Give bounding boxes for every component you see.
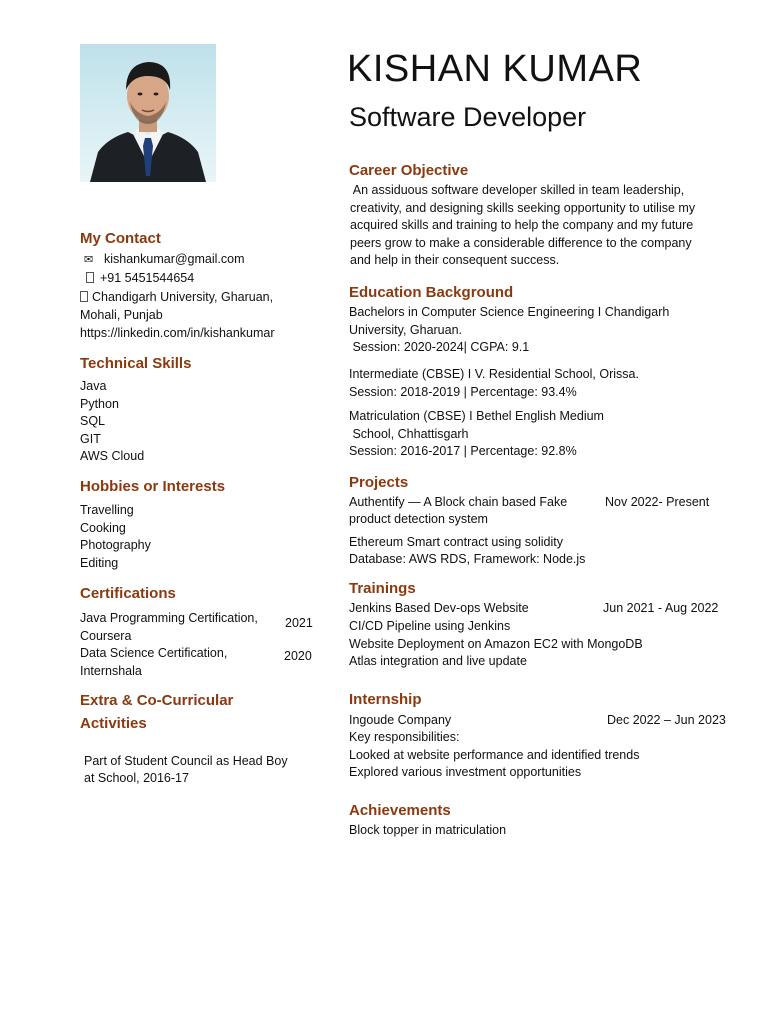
contact-heading: My Contact [80, 230, 161, 247]
list-item: GIT [80, 431, 101, 446]
education-line: Session: 2016-2017 | Percentage: 92.8% [349, 444, 577, 459]
education-line: Session: 2018-2019 | Percentage: 93.4% [349, 384, 577, 399]
training-line: CI/CD Pipeline using Jenkins [349, 619, 511, 633]
internship-date: Dec 2022 – Jun 2023 [607, 713, 726, 727]
internship-company: Ingoude Company [349, 713, 452, 727]
project-1-date: Nov 2022- Present [605, 495, 710, 509]
education-line: School, Chhattisgarh [349, 426, 469, 441]
project-2-line1: Ethereum Smart contract using solidity [349, 535, 563, 549]
achievements-heading: Achievements [349, 802, 451, 819]
contact-phone-text: +91 5451544654 [100, 271, 195, 285]
extra-line2: at School, 2016-17 [84, 771, 189, 785]
education-heading: Education Background [349, 284, 514, 301]
cert-1-year: 2021 [285, 616, 313, 630]
internship-line: Key responsibilities: [349, 730, 460, 744]
contact-address-line2: Mohali, Punjab [80, 308, 163, 322]
education-line: Matriculation (CBSE) I Bethel English Medium [349, 409, 604, 423]
list-item: Editing [80, 555, 119, 570]
candidate-name: KISHAN KUMAR [347, 48, 643, 90]
list-item: Cooking [80, 520, 126, 535]
envelope-icon: ✉ [84, 254, 94, 266]
internship-line: Explored various investment opportunities [349, 765, 582, 780]
list-item: Python [80, 396, 119, 411]
project-1-line2: product detection system [349, 512, 488, 526]
education-line: University, Gharuan. [349, 322, 463, 337]
education-line: Bachelors in Computer Science Engineering I Chandigarh [349, 305, 670, 319]
objective-heading: Career Objective [349, 162, 469, 179]
objective-line: peers grow to make a considerable difference to the company [350, 235, 692, 250]
education-entry-3 [349, 408, 604, 461]
education-line: Intermediate (CBSE) I V. Residential School, Orissa. [349, 367, 639, 381]
list-item: AWS Cloud [80, 449, 145, 464]
objective-text [350, 182, 695, 270]
training-date: Jun 2021 - Aug 2022 [603, 601, 719, 615]
internship-line: Looked at website performance and identified trends [349, 747, 640, 762]
objective-line: and help in their consequent success. [350, 253, 560, 268]
objective-line: An assiduous software developer skilled in team leadership, [350, 183, 685, 197]
cert-2-line2: Internshala [80, 664, 142, 678]
training-line: Website Deployment on Amazon EC2 with MongoDB [349, 636, 643, 651]
trainings-heading: Trainings [349, 580, 416, 597]
linkedin-link[interactable]: https://linkedin.com/in/kishankumar [80, 326, 275, 340]
hobbies-list [80, 502, 151, 572]
achievement-item: Block topper in matriculation [349, 823, 507, 837]
profile-photo [80, 44, 216, 182]
education-entry-2 [349, 366, 639, 401]
list-item: Java [80, 379, 107, 393]
cert-1-line2: Coursera [80, 629, 132, 643]
extra-heading-line2: Activities [80, 715, 147, 732]
project-1-line1: Authentify — A Block chain based Fake [349, 495, 568, 509]
contact-address-line1: Chandigarh University, Gharuan, [92, 290, 274, 304]
location-icon [80, 291, 88, 302]
education-line: Session: 2020-2024| CGPA: 9.1 [349, 340, 530, 355]
extra-line1: Part of Student Council as Head Boy [84, 754, 288, 768]
list-item: Travelling [80, 503, 134, 517]
contact-address [80, 289, 273, 307]
education-entry-1 [349, 304, 669, 357]
cert-2-year: 2020 [284, 649, 312, 663]
projects-heading: Projects [349, 474, 409, 491]
contact-email[interactable] [80, 251, 245, 270]
list-item: SQL [80, 414, 106, 429]
cert-2-line1: Data Science Certification, [80, 646, 228, 660]
contact-phone [80, 270, 194, 288]
training-line: Atlas integration and live update [349, 654, 527, 669]
certifications-heading: Certifications [80, 585, 176, 602]
list-item: Photography [80, 538, 151, 553]
objective-line: creativity, and designing skills seeking opportunity to utilise my [350, 200, 696, 215]
training-title: Jenkins Based Dev-ops Website [349, 601, 529, 615]
person-portrait-icon [80, 44, 216, 182]
internship-details [349, 729, 639, 782]
objective-line: acquired skills and training to help the company and my future [350, 218, 694, 233]
project-2-line2: Database: AWS RDS, Framework: Node.js [349, 552, 586, 566]
extra-heading-line1: Extra & Co-Curricular [80, 692, 234, 709]
internship-heading: Internship [349, 691, 422, 708]
cert-1-line1: Java Programming Certification, [80, 611, 258, 625]
job-title: Software Developer [349, 102, 587, 132]
training-details [349, 618, 643, 671]
phone-icon [86, 272, 94, 283]
skills-heading: Technical Skills [80, 355, 192, 372]
skills-list [80, 378, 144, 466]
contact-email-text: kishankumar@gmail.com [104, 252, 245, 266]
hobbies-heading: Hobbies or Interests [80, 478, 226, 495]
